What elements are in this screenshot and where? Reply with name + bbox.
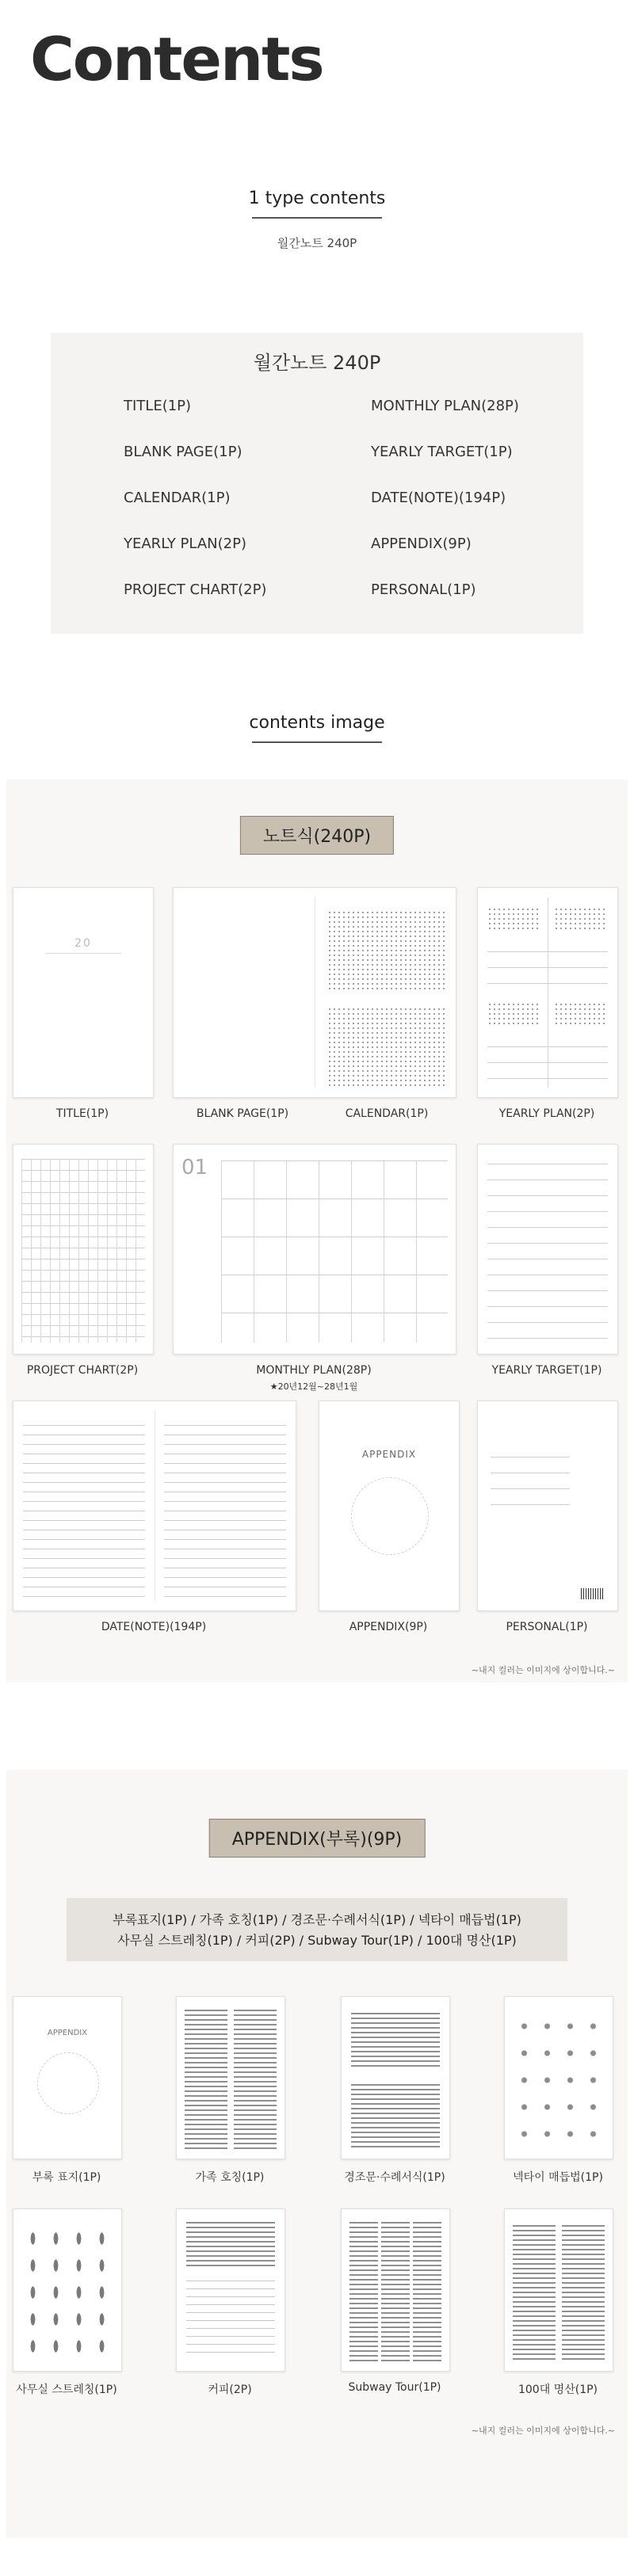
thumb-label: APPENDIX(9P): [349, 1621, 428, 1633]
type-section-title: 1 type contents: [248, 189, 386, 208]
thumb-label: TITLE(1P): [55, 1107, 109, 1120]
appendix-thumb-subway: [341, 2208, 450, 2372]
thumb-appendix-title: APPENDIX: [361, 1449, 417, 1460]
appendix-thumb-cover-title: APPENDIX: [47, 2029, 88, 2037]
thumb-date-note: [13, 1400, 296, 1611]
color-note: ~내지 컬러는 이미지에 상이합니다.~: [471, 1665, 615, 1675]
thumb-label: 가족 호칭(1P): [195, 2171, 265, 2184]
type-item: PERSONAL(1P): [371, 581, 476, 598]
thumb-label: 넥타이 매듭법(1P): [513, 2171, 603, 2184]
appendix-list-line: 부록표지(1P) / 가족 호칭(1P) / 경조문·수례서식(1P) / 넥타이 매듭법(1P): [113, 1912, 521, 1927]
note-type-badge: 노트식(240P): [240, 816, 394, 855]
thumb-label: PERSONAL(1P): [506, 1621, 588, 1633]
image-section-rule: [252, 741, 382, 743]
color-note: ~내지 컬러는 이미지에 상이합니다.~: [471, 2425, 615, 2436]
type-item: YEARLY PLAN(2P): [124, 535, 246, 552]
type-item: CALENDAR(1P): [124, 490, 231, 506]
type-item: MONTHLY PLAN(28P): [371, 398, 519, 414]
thumb-personal: [477, 1400, 618, 1611]
type-section-rule: [252, 217, 382, 219]
thumb-label: 커피(2P): [208, 2384, 252, 2396]
appendix-thumb-family: [176, 1996, 285, 2159]
thumb-monthly-number: 01: [181, 1156, 208, 1179]
appendix-badge: APPENDIX(부록)(9P): [209, 1819, 426, 1858]
thumb-label: DATE(NOTE)(194P): [101, 1621, 207, 1633]
appendix-thumb-ceremony: [341, 1996, 450, 2159]
type-contents-box: [51, 333, 583, 634]
appendix-thumb-necktie: [504, 1996, 613, 2159]
appendix-thumb-coffee: [176, 2208, 285, 2372]
thumb-label: PROJECT CHART(2P): [26, 1364, 139, 1377]
thumb-monthly-plan: [173, 1144, 456, 1355]
thumb-yearly-target: [477, 1144, 618, 1355]
thumb-project-chart: [13, 1144, 154, 1355]
thumb-yearly-plan: [477, 887, 618, 1098]
thumb-appendix: [319, 1400, 460, 1611]
type-section-subtitle: 월간노트 240P: [277, 236, 357, 250]
type-item: APPENDIX(9P): [371, 535, 472, 552]
type-item: DATE(NOTE)(194P): [371, 490, 506, 506]
thumb-label: 사무실 스트레칭(1P): [16, 2384, 117, 2396]
thumb-label: 경조문·수례서식(1P): [344, 2171, 445, 2184]
image-section-title: contents image: [249, 713, 385, 733]
type-item: TITLE(1P): [124, 398, 192, 414]
thumb-label: BLANK PAGE(1P): [196, 1107, 289, 1120]
thumb-label: Subway Tour(1P): [348, 2381, 441, 2394]
page-title: Contents: [30, 24, 323, 94]
thumb-title: [13, 887, 154, 1098]
thumb-sublabel: ★20년12월~28년1월: [269, 1381, 358, 1392]
type-item: PROJECT CHART(2P): [124, 581, 267, 598]
thumb-label: MONTHLY PLAN(28P): [256, 1364, 372, 1377]
type-item: YEARLY TARGET(1P): [371, 444, 513, 460]
type-item: BLANK PAGE(1P): [124, 444, 243, 460]
thumb-label: 부록 표지(1P): [32, 2171, 101, 2184]
thumb-label: CALENDAR(1P): [345, 1107, 429, 1120]
type-box-heading: 월간노트 240P: [253, 352, 381, 374]
appendix-thumb-cover: [13, 1996, 122, 2159]
appendix-thumb-mountains: [504, 2208, 613, 2372]
appendix-list-box: [67, 1898, 567, 1961]
thumb-label: YEARLY TARGET(1P): [491, 1364, 602, 1377]
thumb-label: 100대 명산(1P): [518, 2384, 598, 2396]
thumb-blank-calendar-spread: [173, 887, 456, 1098]
thumb-title-year: 20: [74, 937, 92, 950]
appendix-list-line: 사무실 스트레칭(1P) / 커피(2P) / Subway Tour(1P) / 100대 명산(1P): [117, 1933, 517, 1948]
thumb-label: YEARLY PLAN(2P): [498, 1107, 595, 1120]
appendix-thumb-stretching: [13, 2208, 122, 2372]
